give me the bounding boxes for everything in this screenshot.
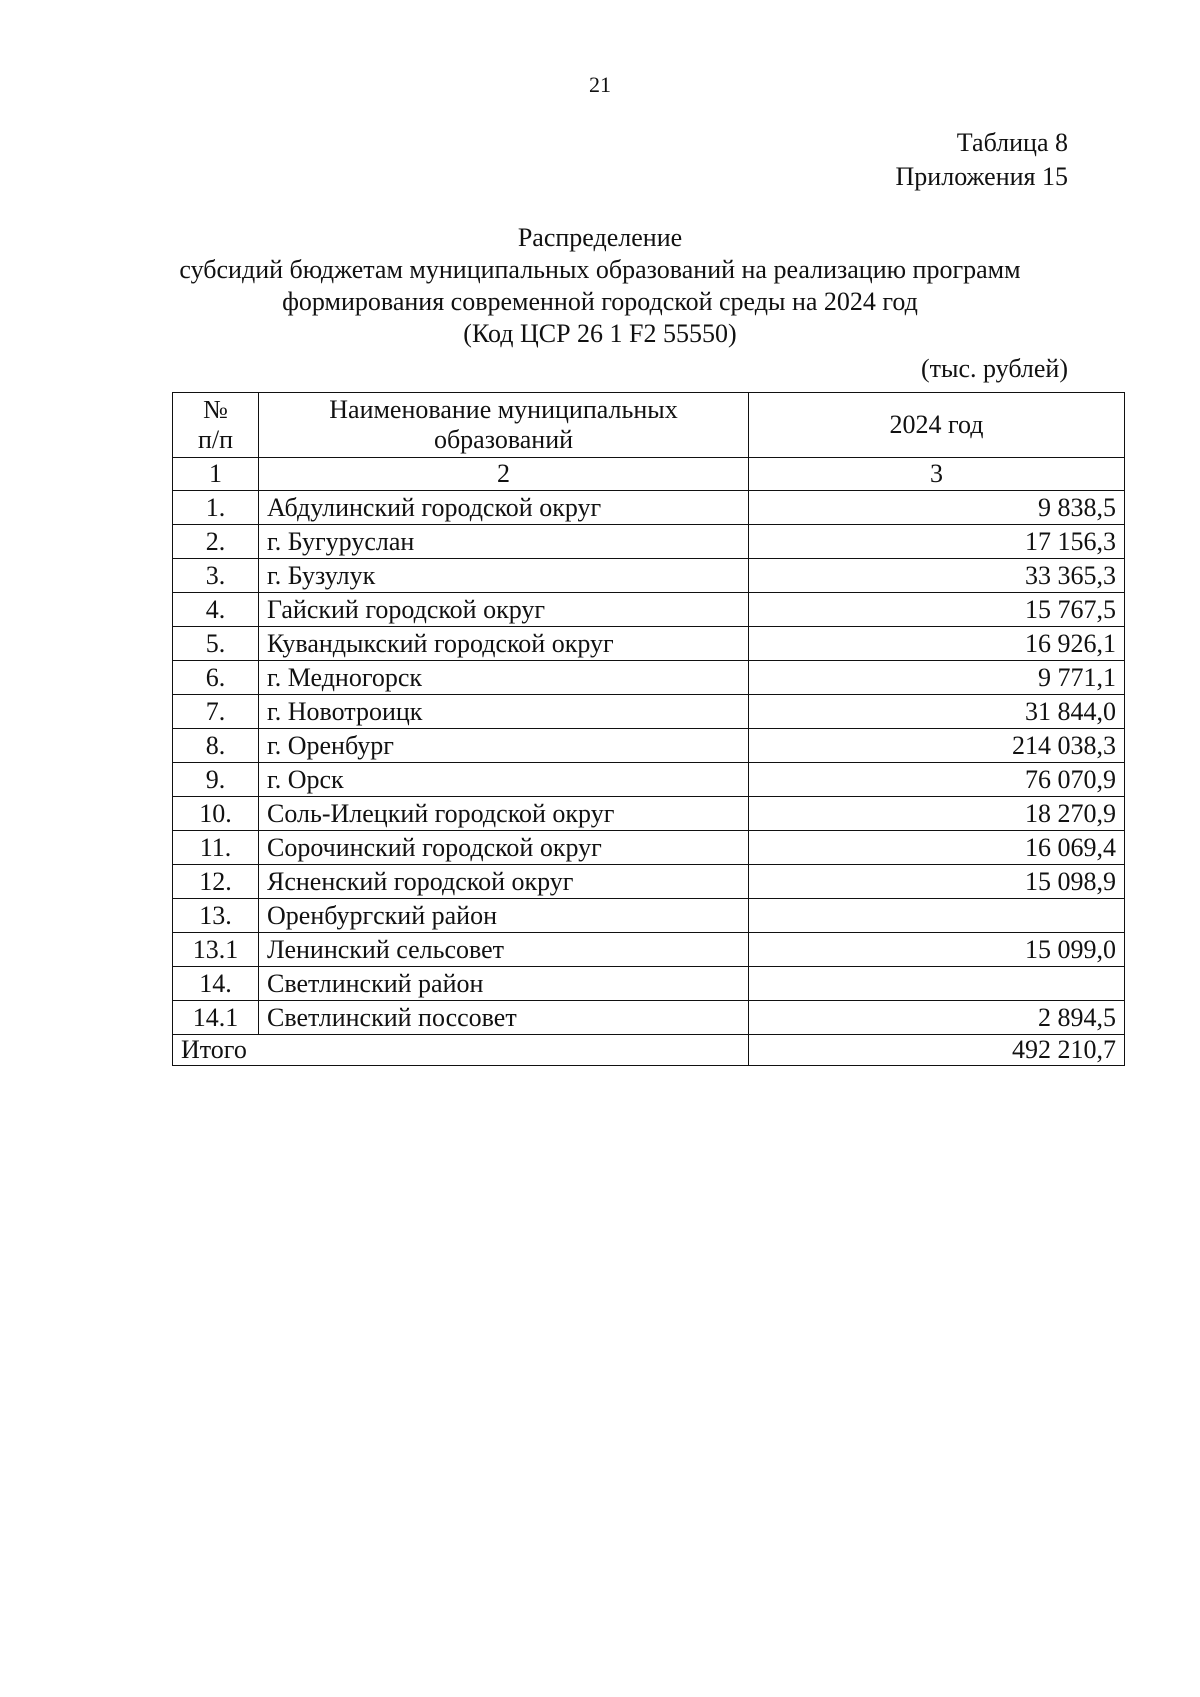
municipality-name: Соль-Илецкий городской округ	[259, 797, 749, 831]
title-line-2: субсидий бюджетам муниципальных образований на реализацию программ	[179, 255, 1021, 284]
header-name: Наименование муниципальных образований	[259, 393, 749, 458]
row-number: 9.	[173, 763, 259, 797]
municipality-name: Кувандыкский городской округ	[259, 627, 749, 661]
column-number-3: 3	[749, 458, 1125, 491]
subsidy-value	[749, 899, 1125, 933]
row-number: 8.	[173, 729, 259, 763]
row-number: 5.	[173, 627, 259, 661]
municipality-name: Оренбургский район	[259, 899, 749, 933]
municipality-name: г. Орск	[259, 763, 749, 797]
row-number: 11.	[173, 831, 259, 865]
row-number: 14.	[173, 967, 259, 1001]
municipality-name: Гайский городской округ	[259, 593, 749, 627]
row-number: 4.	[173, 593, 259, 627]
table-row	[173, 763, 1125, 797]
subsidy-value: 15 767,5	[749, 593, 1125, 627]
title-line-4: (Код ЦСР 26 1 F2 55550)	[463, 319, 737, 348]
subsidy-value: 18 270,9	[749, 797, 1125, 831]
subsidy-value: 15 098,9	[749, 865, 1125, 899]
municipality-name: г. Новотроицк	[259, 695, 749, 729]
subsidy-value: 17 156,3	[749, 525, 1125, 559]
municipality-name: Светлинский поссовет	[259, 1001, 749, 1035]
subsidy-value: 2 894,5	[749, 1001, 1125, 1035]
table-row	[173, 491, 1125, 525]
municipality-name: Ясненский городской округ	[259, 865, 749, 899]
table-row	[173, 559, 1125, 593]
table-row	[173, 899, 1125, 933]
table-row	[173, 933, 1125, 967]
subsidy-value: 16 069,4	[749, 831, 1125, 865]
total-row	[173, 1035, 1125, 1066]
municipality-name: Светлинский район	[259, 967, 749, 1001]
table-row	[173, 729, 1125, 763]
title-line-3: формирования современной городской среды на 2024 год	[282, 287, 918, 316]
table-row	[173, 627, 1125, 661]
header-year: 2024 год	[749, 393, 1125, 458]
document-title	[150, 222, 1050, 350]
appendix-number-label: Приложения 15	[895, 162, 1068, 191]
subsidy-value: 76 070,9	[749, 763, 1125, 797]
subsidy-value: 16 926,1	[749, 627, 1125, 661]
row-number: 6.	[173, 661, 259, 695]
municipality-name: г. Бузулук	[259, 559, 749, 593]
table-row	[173, 967, 1125, 1001]
table-row	[173, 661, 1125, 695]
subsidy-value: 33 365,3	[749, 559, 1125, 593]
total-value: 492 210,7	[749, 1035, 1125, 1066]
column-number-1: 1	[173, 458, 259, 491]
subsidy-value: 15 099,0	[749, 933, 1125, 967]
table-row	[173, 695, 1125, 729]
subsidy-value: 214 038,3	[749, 729, 1125, 763]
page-number: 21	[589, 72, 611, 97]
municipality-name: г. Медногорск	[259, 661, 749, 695]
allocation-table	[172, 392, 1125, 1066]
subsidy-value: 31 844,0	[749, 695, 1125, 729]
table-row	[173, 525, 1125, 559]
municipality-name: Ленинский сельсовет	[259, 933, 749, 967]
municipality-name: г. Бугуруслан	[259, 525, 749, 559]
subsidy-value: 9 771,1	[749, 661, 1125, 695]
column-number-row	[173, 458, 1125, 491]
table-row	[173, 593, 1125, 627]
municipality-name: Абдулинский городской округ	[259, 491, 749, 525]
row-number: 12.	[173, 865, 259, 899]
row-number: 3.	[173, 559, 259, 593]
row-number: 13.1	[173, 933, 259, 967]
table-row	[173, 1001, 1125, 1035]
table-row	[173, 797, 1125, 831]
column-number-2: 2	[259, 458, 749, 491]
table-number-label: Таблица 8	[956, 128, 1068, 157]
row-number: 10.	[173, 797, 259, 831]
appendix-reference	[896, 126, 1068, 194]
table-row	[173, 865, 1125, 899]
units-label: (тыс. рублей)	[920, 354, 1068, 383]
row-number: 1.	[173, 491, 259, 525]
total-label: Итого	[173, 1035, 749, 1066]
row-number: 13.	[173, 899, 259, 933]
row-number: 14.1	[173, 1001, 259, 1035]
subsidy-value	[749, 967, 1125, 1001]
municipality-name: Сорочинский городской округ	[259, 831, 749, 865]
title-line-1: Распределение	[517, 223, 683, 252]
header-number: № п/п	[173, 393, 259, 458]
table-body	[173, 491, 1125, 1035]
table-header-row	[173, 393, 1125, 458]
subsidy-value: 9 838,5	[749, 491, 1125, 525]
row-number: 7.	[173, 695, 259, 729]
row-number: 2.	[173, 525, 259, 559]
table-row	[173, 831, 1125, 865]
municipality-name: г. Оренбург	[259, 729, 749, 763]
